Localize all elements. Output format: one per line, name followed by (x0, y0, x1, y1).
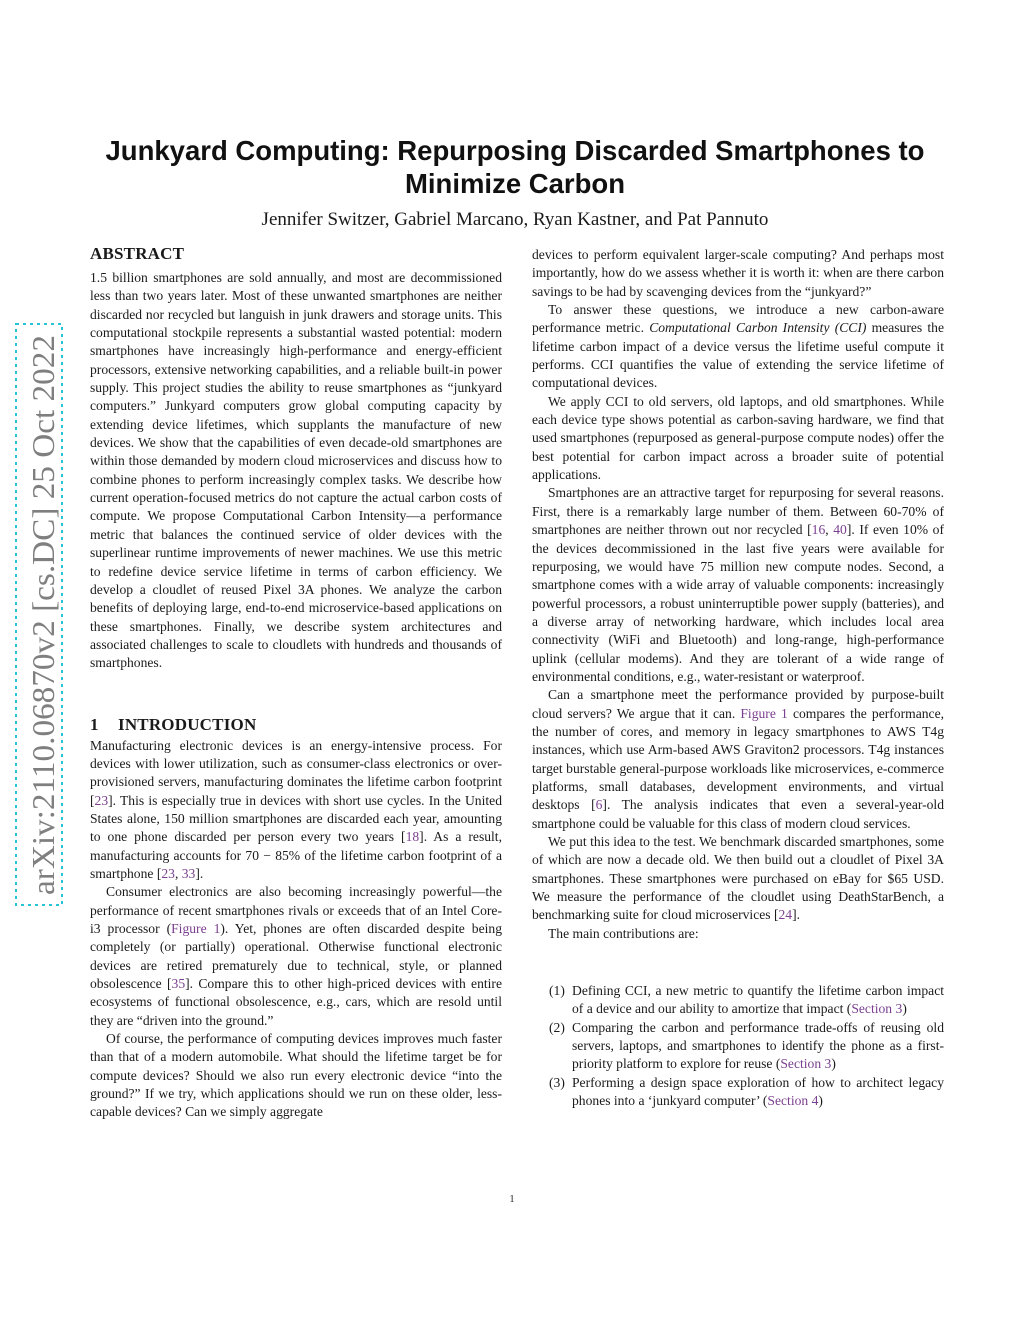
citation-link[interactable]: 33 (181, 865, 196, 881)
abstract-text: 1.5 billion smartphones are sold annually, and most are decommissioned less than two years later. Most of these unwanted smartphones are neither discarded nor recycled but languish in junk drawers and storage units. This computational stockpile represents a substantial wasted potential: modern smartphones have increasingly high-performance and energy-efficient processors, extensive networking capabilities, and a reliable built-in power supply. This project studies the ability to reuse smartphones as “junkyard computers.” Junkyard computers grow global computing capacity by extending device lifetimes, which supplants the manufacture of new devices. We show that the capabilities of even decade-old smartphones are within those demanded by modern cloud microservices and discuss how to combine phones to perform increasingly complex tasks. We describe how current operation-focused metrics do not capture the actual carbon costs of compute. We propose Computational Carbon Intensity—a performance metric that balances the continued service of older devices with the superlinear runtime improvements of newer machines. We use this metric to redefine device service lifetime in terms of carbon efficiency. We develop a cloudlet of reused Pixel 3A phones. We analyze the carbon benefits of deploying large, end-to-end microservice-based applications on these smartphones. Finally, we describe system architectures and associated challenges to scale to cloudlets with hundreds and thousands of smartphones. (90, 270, 502, 671)
section-link[interactable]: Section 4 (767, 1093, 819, 1109)
section-link[interactable]: Section 3 (851, 1001, 903, 1017)
citation-link[interactable]: 23 (161, 865, 175, 881)
citation-link[interactable]: 40 (833, 522, 847, 538)
intro-paragraph-5: To answer these questions, we introduce a new carbon-aware performance metric. Computational Carbon Intensity (CCI) measures the lifetime carbon impact of a device versus the lifetime useful compute it performs. CCI quantifies the value of extending the service lifetime of computational devices. (532, 302, 944, 391)
paper-authors: Jennifer Switzer, Gabriel Marcano, Ryan Kastner, and Pat Pannuto (261, 209, 769, 230)
list-item: (3) Performing a design space exploration of how to architect legacy phones into a ‘junkyard computer’ (Section 4) (549, 1074, 944, 1109)
figure-link[interactable]: Figure 1 (171, 921, 221, 936)
list-item: (2) Comparing the carbon and performance trade-offs of reusing old servers, laptops, and smartphones to identify the phone as a first-priority platform to explore for reuse (Section 3) (549, 1019, 944, 1072)
intro-paragraph-6: We apply CCI to old servers, old laptops, and old smartphones. While each device type shows potential as carbon-saving hardware, we find that used smartphones (repurposed as general-purpose compute nodes) offer the best potential for carbon impact across a broader suite of potential applications. (532, 393, 944, 483)
paper-title: Junkyard Computing: Repurposing Discarded Smartphones to Minimize Carbon (105, 135, 925, 199)
list-marker: (1) (549, 983, 565, 999)
intro-paragraph-10: The main contributions are: (548, 925, 699, 941)
list-marker: (2) (549, 1019, 565, 1035)
intro-paragraph-8: Can a smartphone meet the performance provided by purpose-built cloud servers? We argue that it can. Figure 1 compares the performance, the number of cores, and memory in legacy smartphones to AWS T4g instances, which use Arm-based AWS Graviton2 processors. T4g instances target burstable general-purpose workloads like microservices, e-commerce platforms, small databases, development environments, and virtual desktops [6]. The analysis indicates that even a several-year-old smartphone could be valuable for this class of modern cloud services. (532, 687, 944, 831)
cci-term: Computational Carbon Intensity (CCI) (649, 320, 867, 336)
abstract-heading: ABSTRACT (90, 244, 185, 263)
arxiv-stamp-graphic (14, 322, 64, 907)
figure-link[interactable]: Figure 1 (740, 705, 788, 721)
intro-paragraph-4: devices to perform equivalent larger-scale computing? And perhaps most importantly, how do we assess whether it is worth it: when are there carbon savings to be had by scavenging devices from the “junkyard?” (532, 247, 944, 299)
citation-link[interactable]: 18 (405, 829, 420, 845)
section-number: 1 (90, 714, 99, 734)
intro-paragraph-3: Of course, the performance of computing devices improves much faster than that of a modern automobile. What should the lifetime target be for compute devices? Should we also run every electronic device “into the ground?” If we try, which applications should we run on these older, less-capable devices? Can we simply aggregate (90, 1031, 502, 1120)
introduction-heading (90, 715, 502, 735)
citation-link[interactable]: 23 (94, 792, 109, 808)
citation-link[interactable]: 16 (811, 522, 826, 538)
arxiv-stamp-text: arXiv:2110.06870v2 [cs.DC] 25 Oct 2022 (25, 355, 61, 895)
intro-paragraph-9: We put this idea to the test. We benchmark discarded smartphones, some of which are now a decade old. We then build out a cloudlet of Pixel 3A smartphones. These smartphones were purchased on eBay for $65 USD. We measure the performance of the cloudlet using DeathStarBench, a benchmarking suite for cloud microservices [24]. (532, 834, 944, 923)
intro-paragraph-2: Consumer electronics are also becoming increasingly powerful—the performance of recent smartphones rivals or exceeds that of an Intel Core-i3 processor (Figure 1). Yet, phones are often discarded despite being completely (or partially) operational. Otherwise functional electronic devices are retired prematurely due to technical, style, or planned obsolescence [35]. Compare this to other high-priced devices with entire ecosystems of functional obsolescence, e.g., cars, which are resold until they are “driven into the ground.” (90, 884, 503, 1028)
citation-link[interactable]: 24 (778, 907, 793, 923)
contributions-list (532, 982, 944, 1110)
section-title: INTRODUCTION (118, 714, 257, 734)
list-item: (1) Defining CCI, a new metric to quantify the lifetime carbon impact of a device and our ability to amortize that impact (Section 3) (549, 983, 944, 1017)
intro-paragraph-1: Manufacturing electronic devices is an energy-intensive process. For devices with lower utilization, such as consumer-class electronics or over-provisioned servers, manufacturing dominates the lifetime carbon footprint [23]. This is especially true in devices with short use cycles. In the United States alone, 150 million smartphones are discarded each year, amounting to one phone discarded per person every two years [18]. As a result, manufacturing accounts for 70 − 85% of the lifetime carbon footprint of a smartphone [23, 33]. (90, 737, 502, 881)
section-link[interactable]: Section 3 (780, 1056, 832, 1072)
citation-link[interactable]: 35 (171, 976, 186, 992)
list-marker: (3) (549, 1074, 565, 1090)
left-column (90, 244, 502, 1122)
intro-paragraph-7: Smartphones are an attractive target for repurposing for several reasons. First, there is a remarkably large number of them. Between 60-70% of smartphones are neither thrown out nor recycled [16, 40]. If even 10% of the devices decommissioned in the last five years were available for repurposing, we would have 75 million new compute nodes. Second, a smartphone comes with a wide array of valuable components: increasingly powerful processors, a robust uninterruptible power supply (batteries), and a diverse array of networking hardware, which includes local area connectivity (WiFi and Bluetooth) and long-range, high-performance uplink (cellular modems). And they are tolerant of a wide range of environmental conditions, e.g., water-resistant or waterproof. (532, 485, 944, 684)
page-number: 1 (509, 1194, 515, 1205)
citation-link[interactable]: 6 (595, 797, 603, 813)
arxiv-identifier-stamp (14, 322, 64, 907)
right-column (532, 246, 944, 1110)
